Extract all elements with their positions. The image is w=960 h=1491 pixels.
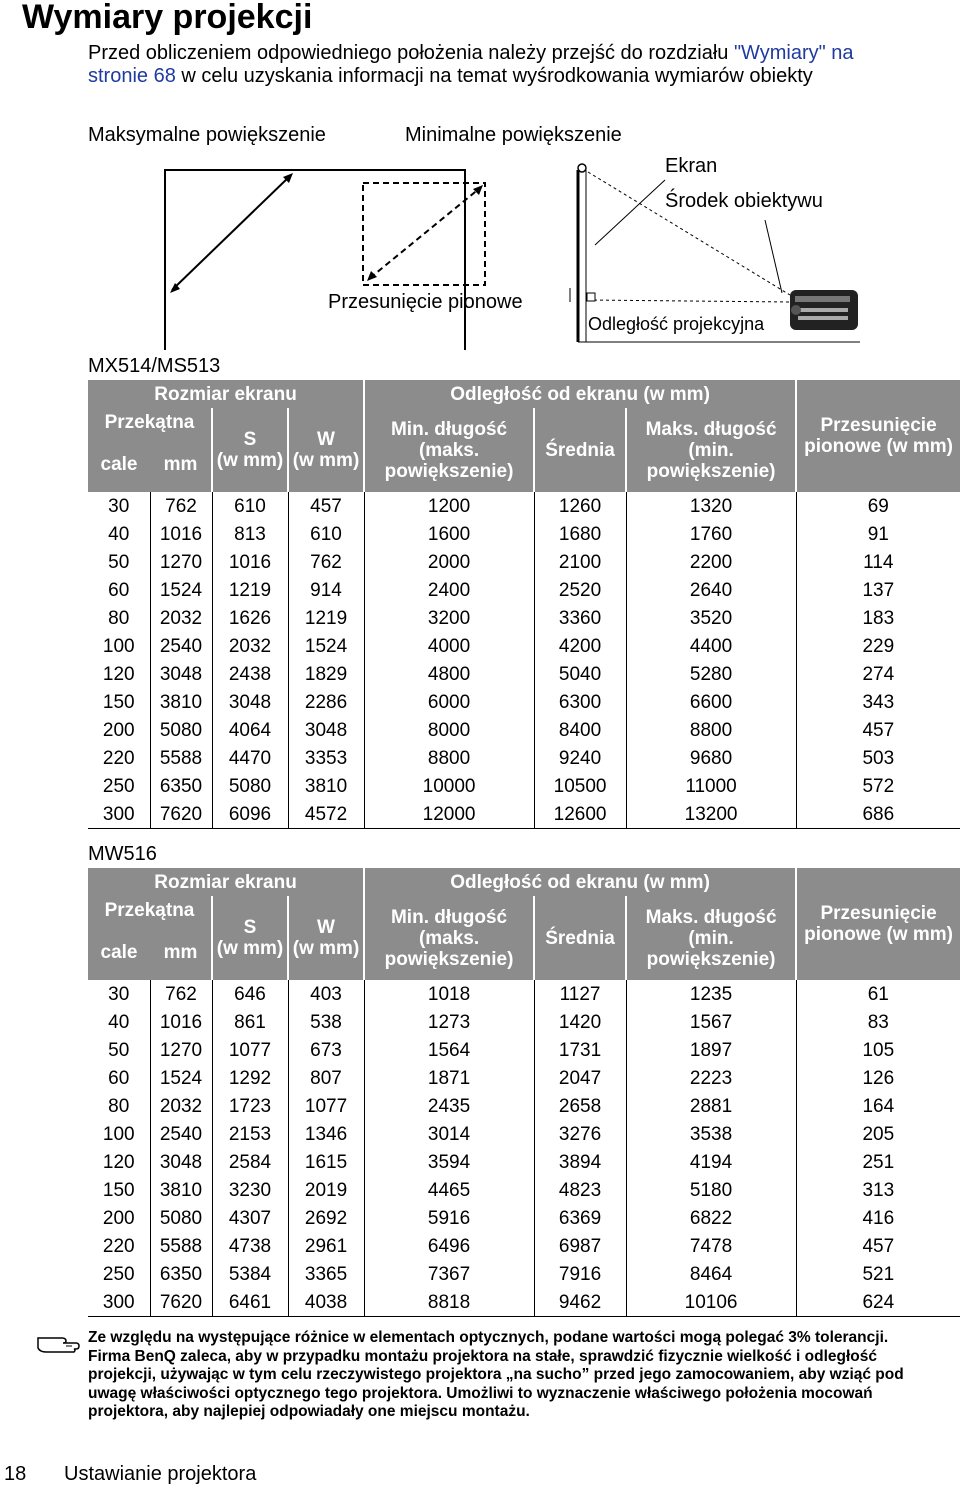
table-cell: 1260 [534,492,626,520]
table-cell: 205 [796,1120,960,1148]
table-row [88,800,960,829]
table-cell: 6461 [212,1288,288,1317]
table-cell: 114 [796,548,960,576]
table-cell: 1524 [150,1064,212,1092]
table-cell: 2584 [212,1148,288,1176]
table-cell: 807 [288,1064,364,1092]
table-cell: 126 [796,1064,960,1092]
table-cell: 11000 [626,772,796,800]
table-row [88,744,960,772]
table-cell: 5080 [150,716,212,744]
table-row [88,1204,960,1232]
table-cell: 5384 [212,1260,288,1288]
screen-size-header: Rozmiar ekranu [88,868,364,896]
model-label-1: MX514/MS513 [88,355,221,377]
table-cell: 3538 [626,1120,796,1148]
table-cell: 300 [88,800,150,829]
screen-label: Ekran [665,155,718,177]
table-cell: 105 [796,1036,960,1064]
table-row [88,1288,960,1317]
table-cell: 274 [796,660,960,688]
table-cell: 1270 [150,548,212,576]
diagonal-header: Przekątna [88,408,212,436]
table-cell: 7620 [150,800,212,829]
offset-header: Przesunięcie pionowe (w mm) [796,380,960,492]
table-cell: 762 [288,548,364,576]
table-cell: 610 [288,520,364,548]
table-cell: 1524 [150,576,212,604]
table-cell: 40 [108,523,130,545]
table-cell: 4038 [288,1288,364,1317]
vertical-offset-label: Przesunięcie pionowe [328,291,523,313]
page-number: 18 [4,1463,27,1485]
table-cell: 50 [108,551,130,573]
table-cell: 30 [108,495,130,517]
table-cell: 1600 [364,520,534,548]
table-cell: 5280 [626,660,796,688]
section-name: Ustawianie projektora [64,1463,257,1485]
table-cell: 10000 [364,772,534,800]
table-cell: 8800 [626,716,796,744]
table-cell: 2881 [626,1092,796,1120]
table-row [88,1092,960,1120]
table-cell: 2000 [364,548,534,576]
table-cell: 2658 [534,1092,626,1120]
w-header: W (w mm) [288,896,364,980]
table-row [88,1120,960,1148]
table-cell: 1320 [626,492,796,520]
table-cell: 7916 [534,1260,626,1288]
projector-icon [790,290,858,330]
table-cell: 150 [102,691,135,713]
table-cell: 813 [212,520,288,548]
table-cell: 3353 [288,744,364,772]
table-cell: 8400 [534,716,626,744]
table-cell: 1292 [212,1064,288,1092]
table-cell: 6000 [364,688,534,716]
table-cell: 403 [288,980,364,1008]
table-cell: 137 [796,576,960,604]
table-cell: 4194 [626,1148,796,1176]
table-cell: 120 [102,1151,135,1173]
max-zoom-screen-outline [165,170,465,350]
table-cell: 229 [796,632,960,660]
table-cell: 4064 [212,716,288,744]
average-header: Średnia [534,408,626,492]
table-cell: 1731 [534,1036,626,1064]
table-cell: 457 [796,1232,960,1260]
min-length-header: Min. długość (maks. powiększenie) [364,896,534,980]
lens-center-label: Środek obiektywu [665,190,823,212]
table-cell: 6369 [534,1204,626,1232]
table-cell: 12000 [364,800,534,829]
table-cell: 1871 [364,1064,534,1092]
table-cell: 2019 [288,1176,364,1204]
table-cell: 2153 [212,1120,288,1148]
max-length-header: Maks. długość (min. powiększenie) [626,408,796,492]
average-header: Średnia [534,896,626,980]
table-cell: 3014 [364,1120,534,1148]
table-cell: 5040 [534,660,626,688]
table-cell: 1219 [212,576,288,604]
table-cell: 1077 [212,1036,288,1064]
table-cell: 1016 [212,548,288,576]
table-cell: 3810 [288,772,364,800]
table-cell: 861 [212,1008,288,1036]
s-header: S (w mm) [212,408,288,492]
projection-table-1 [88,380,960,829]
mm-header: mm [150,436,212,492]
table-cell: 2438 [212,660,288,688]
table-cell: 7367 [364,1260,534,1288]
model-label-2: MW516 [88,843,157,865]
table-row [88,1260,960,1288]
table-cell: 6350 [150,772,212,800]
table-cell: 4400 [626,632,796,660]
table-cell: 416 [796,1204,960,1232]
table-cell: 60 [108,579,130,601]
projection-diagram [150,150,870,350]
mm-header: mm [150,924,212,980]
table-cell: 6987 [534,1232,626,1260]
max-zoom-label: Maksymalne powiększenie [88,124,326,146]
table-row [88,660,960,688]
table-cell: 8464 [626,1260,796,1288]
table-cell: 503 [796,744,960,772]
table-cell: 6822 [626,1204,796,1232]
min-length-header: Min. długość (maks. powiększenie) [364,408,534,492]
table-body-1 [88,492,960,829]
intro-text-after: w celu uzyskania informacji na temat wyśrodkowania wymiarów obiekty [175,65,813,87]
table-cell: 80 [108,1095,130,1117]
table-cell: 9240 [534,744,626,772]
table-cell: 1219 [288,604,364,632]
table-cell: 4465 [364,1176,534,1204]
max-length-header: Maks. długość (min. powiększenie) [626,896,796,980]
table-cell: 3048 [150,660,212,688]
table-cell: 4470 [212,744,288,772]
table-cell: 13200 [626,800,796,829]
table-cell: 12600 [534,800,626,829]
table-cell: 91 [796,520,960,548]
tolerance-note: Ze względu na występujące różnice w elementach optycznych, podane wartości mogą polegać 3% tolerancji. Firma BenQ zaleca, aby w przypadku montażu projektora na stałe, sprawdzić fizycznie wielkość i odległość projekcji, używając w tym celu rzeczywistego projektora „na sucho” przed jego zamocowaniem, aby wziąć pod uwagę właściwości optycznego tego projektora. Umożliwi to wyznaczenie właściwego położenia mocowań projektora, aby najlepiej odpowiadały one miejscu montażu. [88,1329,904,1420]
table-row [88,1064,960,1092]
table-cell: 4200 [534,632,626,660]
table-cell: 60 [108,1067,130,1089]
distance-header: Odległość od ekranu (w mm) [364,868,796,896]
table-cell: 1270 [150,1036,212,1064]
table-cell: 2200 [626,548,796,576]
offset-header: Przesunięcie pionowe (w mm) [796,868,960,980]
table-cell: 457 [796,716,960,744]
table-row [88,632,960,660]
table-cell: 2100 [534,548,626,576]
table-cell: 673 [288,1036,364,1064]
table-row [88,548,960,576]
table-body-2 [88,980,960,1317]
table-cell: 8800 [364,744,534,772]
table-cell: 457 [288,492,364,520]
table-cell: 250 [102,775,135,797]
table-cell: 3048 [150,1148,212,1176]
table-row [88,1008,960,1036]
table-cell: 61 [796,980,960,1008]
table-cell: 100 [102,1123,135,1145]
s-header: S (w mm) [212,896,288,980]
table-cell: 1077 [288,1092,364,1120]
table-cell: 3520 [626,604,796,632]
inch-header: cale [88,436,150,492]
table-cell: 2032 [212,632,288,660]
table-cell: 40 [108,1011,130,1033]
table-cell: 6350 [150,1260,212,1288]
table-cell: 10500 [534,772,626,800]
table-cell: 7620 [150,1288,212,1317]
table-cell: 2692 [288,1204,364,1232]
table-cell: 2223 [626,1064,796,1092]
table-cell: 1018 [364,980,534,1008]
table-cell: 1723 [212,1092,288,1120]
table-cell: 1680 [534,520,626,548]
table-cell: 300 [88,1288,150,1317]
table-row [88,716,960,744]
table-cell: 5080 [212,772,288,800]
table-cell: 50 [108,1039,130,1061]
table-cell: 1273 [364,1008,534,1036]
table-cell: 200 [102,719,135,741]
table-cell: 5180 [626,1176,796,1204]
table-cell: 5588 [150,1232,212,1260]
table-cell: 100 [102,635,135,657]
table-row [88,1148,960,1176]
table-cell: 3810 [150,1176,212,1204]
table-cell: 4000 [364,632,534,660]
table-cell: 624 [796,1288,960,1317]
table-cell: 83 [796,1008,960,1036]
projection-distance-label: Odległość projekcyjna [588,314,765,334]
table-cell: 1760 [626,520,796,548]
table-cell: 8818 [364,1288,534,1317]
table-cell: 3200 [364,604,534,632]
table-cell: 538 [288,1008,364,1036]
table-cell: 164 [796,1092,960,1120]
table-cell: 343 [796,688,960,716]
table-row [88,604,960,632]
table-cell: 3048 [288,716,364,744]
table-cell: 5916 [364,1204,534,1232]
table-cell: 914 [288,576,364,604]
table-cell: 762 [150,980,212,1008]
table-cell: 3365 [288,1260,364,1288]
table-cell: 7478 [626,1232,796,1260]
diagonal-header: Przekątna [88,896,212,924]
table-cell: 686 [796,800,960,829]
cross-reference-link[interactable]: "Wymiary" na stronie 68 [88,42,854,87]
table-cell: 220 [102,747,135,769]
distance-header: Odległość od ekranu (w mm) [364,380,796,408]
table-cell: 3810 [150,688,212,716]
table-cell: 3894 [534,1148,626,1176]
table-row [88,772,960,800]
table-row [88,1176,960,1204]
intro-paragraph [88,42,918,88]
table-cell: 80 [108,607,130,629]
table-cell: 6496 [364,1232,534,1260]
table-cell: 4823 [534,1176,626,1204]
inch-header: cale [88,924,150,980]
projection-table-2 [88,868,960,1317]
w-header: W (w mm) [288,408,364,492]
table-cell: 2032 [150,604,212,632]
table-cell: 150 [102,1179,135,1201]
table-cell: 4572 [288,800,364,829]
table-cell: 6600 [626,688,796,716]
intro-text-before: Przed obliczeniem odpowiedniego położenia należy przejść do rozdziału [88,42,734,64]
table-cell: 1524 [288,632,364,660]
table-cell: 6096 [212,800,288,829]
table-cell: 183 [796,604,960,632]
table-cell: 1235 [626,980,796,1008]
table-cell: 251 [796,1148,960,1176]
table-cell: 120 [102,663,135,685]
table-cell: 30 [108,983,130,1005]
table-cell: 4307 [212,1204,288,1232]
table-cell: 69 [796,492,960,520]
table-cell: 220 [102,1235,135,1257]
table-cell: 2400 [364,576,534,604]
table-cell: 313 [796,1176,960,1204]
table-cell: 1016 [150,520,212,548]
table-cell: 610 [212,492,288,520]
table-cell: 1897 [626,1036,796,1064]
table-cell: 3594 [364,1148,534,1176]
table-row [88,576,960,604]
table-cell: 1615 [288,1148,364,1176]
table-cell: 10106 [626,1288,796,1317]
table-cell: 1016 [150,1008,212,1036]
table-cell: 646 [212,980,288,1008]
table-cell: 3360 [534,604,626,632]
table-cell: 2032 [150,1092,212,1120]
table-row [88,492,960,520]
min-zoom-label: Minimalne powiększenie [405,124,622,146]
table-cell: 1626 [212,604,288,632]
screen-size-header: Rozmiar ekranu [88,380,364,408]
table-cell: 1200 [364,492,534,520]
table-cell: 250 [102,1263,135,1285]
table-cell: 762 [150,492,212,520]
table-cell: 3230 [212,1176,288,1204]
table-cell: 1420 [534,1008,626,1036]
table-row [88,1036,960,1064]
table-cell: 4738 [212,1232,288,1260]
table-cell: 8000 [364,716,534,744]
table-cell: 9462 [534,1288,626,1317]
table-cell: 5080 [150,1204,212,1232]
table-cell: 572 [796,772,960,800]
table-cell: 2520 [534,576,626,604]
table-cell: 200 [102,1207,135,1229]
table-row [88,520,960,548]
table-cell: 1564 [364,1036,534,1064]
note-hand-icon [36,1328,82,1354]
table-row [88,980,960,1008]
table-cell: 2435 [364,1092,534,1120]
table-cell: 1829 [288,660,364,688]
table-cell: 521 [796,1260,960,1288]
table-row [88,1232,960,1260]
table-cell: 3048 [212,688,288,716]
table-cell: 2047 [534,1064,626,1092]
table-cell: 6300 [534,688,626,716]
table-cell: 5588 [150,744,212,772]
table-row [88,688,960,716]
table-cell: 2640 [626,576,796,604]
table-cell: 2540 [150,632,212,660]
table-cell: 1127 [534,980,626,1008]
table-cell: 1346 [288,1120,364,1148]
table-cell: 2540 [150,1120,212,1148]
table-cell: 2961 [288,1232,364,1260]
table-cell: 4800 [364,660,534,688]
table-cell: 9680 [626,744,796,772]
page-title: Wymiary projekcji [22,0,313,36]
table-cell: 1567 [626,1008,796,1036]
table-cell: 2286 [288,688,364,716]
table-cell: 3276 [534,1120,626,1148]
